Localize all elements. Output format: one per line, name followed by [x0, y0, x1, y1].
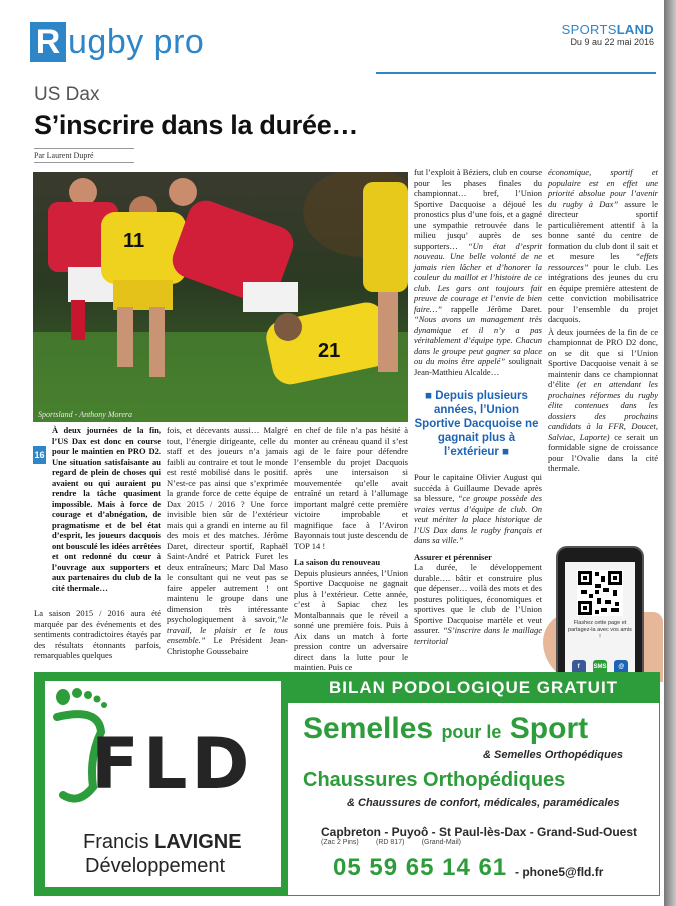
column-1-body: [34, 608, 161, 661]
location-note: (Zac 2 Pins): [321, 839, 359, 846]
column-2-text: fois, et décevants aussi… Malgré tout, l’énergie dirigeante, celle du staff et des joueurs n’a jamais faibli au contraire et tout le monde est resté mobilisé dans le positif. N’est-ce pas ainsi que s’exprimée la grande force de cette équipe de Dax 2015 / 2016 ? Une force invisible bien sûr de l’extérieur mais qui a grandi en interne au fil des mois et des matches. Jérôme Daret, directeur sportif, Raphaël Saint-André et Patrick Furet les deux entraîneurs; Marc Dal Maso le consultant qui ne veut pas se faire appeler autrement ! ont maintenu le groupe dans une dimension très intéressante psychologiquement à savoir,: [167, 425, 288, 624]
brand-part-2: LAND: [616, 22, 654, 37]
column-5-text-d: ce serait un formidable signe de croissance pour l’Ovalie dans la cité thermale.: [548, 431, 658, 473]
phone-number: 05 59 65 14 61: [333, 854, 508, 881]
article-lede: À deux journées de la fin, l’US Dax est donc en course pour le maintien en PRO D2. Une situation satisfaisante au regard de plein de choses qui avaient ou qui auraient pu rendre la tâche quasiment impossible. Mais à force de courage et d’abnégation, de pragmatisme et de bel état d’esprit, les joueurs dacquois ont bousculé les idées arrêtées et ont redonné du cœur à l’ouvrage aux supporters et aux partenaires du club de la cité thermale…: [52, 425, 161, 593]
column-4: [414, 167, 542, 377]
mail-icon[interactable]: @: [614, 660, 628, 674]
page-edge-shadow: [664, 0, 676, 906]
column-2-quote: “le travail, le plaisir et le tous ensemble.”: [167, 614, 288, 645]
subhead-perenniser: Assurer et pérenniser: [414, 551, 492, 562]
article-title: S’inscrire dans la durée…: [34, 110, 359, 140]
pull-quote: ■ Depuis plusieurs années, l’Union Sportive Dacquoise ne gagnait plus à l’extérieur ■: [414, 390, 539, 458]
svg-text:11: 11: [123, 230, 145, 252]
column-3-paragraph-1: en chef de file n’a pas hésité à monter au créneau quand il s’est agi de le faire pour défendre l’ensemble du projet Dacquois après une intersaison si mouvementée qu’elle avait entraîné un retard à l’allumage important malgré cette première victoire improbable et magnifique face à l’Aviron Bayonnais tout juste descendu de TOP 14 !: [294, 425, 408, 551]
owner-first-name: Francis: [83, 831, 149, 853]
semelles-headline: [303, 713, 588, 748]
facebook-icon[interactable]: f: [572, 660, 586, 674]
column-5-text-b: pour le club. Les intégrations des jeunes du cru en équipe première attestent de cette conviction mobilisatrice pour l’ensemble du projet dacquois.: [548, 261, 658, 324]
semelles-word: Semelles: [303, 712, 434, 745]
store-location-notes: [321, 839, 461, 846]
column-2-ending: Le Président Jean-Christophe Goussebaire: [167, 635, 288, 656]
issue-date: Du 9 au 22 mai 2016: [570, 37, 654, 47]
column-4-lower: [414, 472, 542, 646]
qr-scan-text: Flashez cette page et partagez-la avec vos amis !: [568, 620, 632, 640]
column-5-text-c: À deux journées de la fin de ce championnat de PRO D2 donc, on se dit que si l’Union Sportive Dacquoise venait à se maintenir dans ce championnat d’élite: [548, 326, 658, 389]
column-3-paragraph-2: Depuis plusieurs années, l’Union Sportive Dacquoise ne gagnait plus à l’extérieur. Cette année, c’est à Sapiac chez les Montalbannais que le réveil a sonné une première fois. Puis à Aix dans un match à forte pression contre un adversaire direct dans la lutte pour le maintien. Puis ce: [294, 567, 408, 672]
fld-brand: FLD: [91, 723, 254, 805]
owner-last-name: LAVIGNE: [154, 831, 242, 853]
store-locations: Capbreton - Puyoô - St Paul-lès-Dax - Grand-Sud-Ouest: [321, 825, 638, 839]
brand-part-1: SPORTS: [561, 22, 617, 37]
location-note: (Grand-Mail): [421, 839, 461, 846]
rugby-pro-logo: [30, 22, 204, 62]
owner-line-2: Développement: [85, 855, 226, 877]
page-number: 16: [33, 446, 46, 464]
column-1-paragraph: La saison 2015 / 2016 aura été marquée par des événements et des sentiments contradictoires étayés par des résultats étonnants parfois, remarquables quelques: [34, 608, 161, 660]
column-4-quote-1: “Un état d’esprit nouveau. Une belle volonté de ne jamais rien lâcher et d’honorer la couleur du maillot et l’histoire de ce club. Les gars ont toujours fait preuve de courage et l’envie de bien faire…”: [414, 240, 542, 314]
phone-screen: [565, 562, 635, 680]
column-5-quote-3: (et en attendant les prochaines réformes du rugby élite contenues dans les dossiers des prochains candidats à la FFR, Doucet, Salviac, Laporte): [548, 379, 658, 442]
sportsland-brand: [562, 22, 654, 37]
ad-green-frame: [35, 673, 288, 895]
rugby-match-photo: [33, 172, 408, 422]
column-4-text-b: rappelle Jérôme Daret.: [442, 303, 542, 314]
sportsland-masthead: [562, 22, 654, 47]
chaussures-subline: & Chaussures de confort, médicales, paramédicales: [347, 797, 620, 809]
header-rule: [376, 72, 656, 74]
fld-logo-panel: [45, 681, 281, 887]
column-4-quote-3: “ce groupe possède des vraies vertus d’équipe de club. On veut mériter la place historique de l’US Dax dans le rugby français et dans sa ville.”: [414, 493, 543, 545]
subhead-renouveau: La saison du renouveau: [294, 557, 381, 567]
column-4-text-d: Pour le capitaine Olivier August qui succéda à Guillaume Devade après sa blessure,: [414, 472, 542, 503]
semelles-subline: & Semelles Orthopédiques: [483, 749, 623, 761]
sport-word: Sport: [509, 712, 589, 745]
column-2: [167, 425, 288, 656]
email-address: - phone5@fld.fr: [515, 865, 604, 879]
photo-credit: Sportsland - Anthony Morera: [38, 410, 132, 419]
column-4-quote-2: “Nous avons un management très dynamique et il n’y a pas véritablement d’équipe type. Chacun dans le groupe peut gagner sa place ou du moins être appelé”: [414, 314, 542, 366]
column-5-quote-2: “effets ressources”: [548, 251, 658, 272]
svg-text:21: 21: [318, 340, 341, 362]
column-4-text-a: fut l’exploit à Béziers, club en course pour les phases finales du championnat… bref, l’Union Sportive Dacquoise a déjoué les pronostics plus d’une fois, et a gagné une sympathie retrouvée dans le milieu jusqu’ auprès de ses supporters…: [414, 167, 542, 251]
qr-code[interactable]: [577, 570, 623, 616]
column-4-text-e: La durée, le développement durable…. bâtir et construire plus que dépenser… voilà des mots et des postures politiques, économiques et sportives que le club de l’Union Sportive Dacquoise martèle et veut assurer.: [414, 562, 542, 635]
pour-le-words: pour le: [441, 722, 502, 742]
fld-advertisement: [34, 672, 660, 896]
ad-banner: BILAN PODOLOGIQUE GRATUIT: [288, 673, 659, 703]
column-3: [294, 425, 408, 673]
column-5-text-a: assure le directeur sportif particulièrement attentif à la bonne santé du centre de formation du club dont il sait et et mesure les: [548, 198, 658, 261]
qr-code-icon: [577, 570, 623, 616]
logo-initial: R: [30, 22, 66, 62]
logo-text: ugby pro: [68, 23, 205, 61]
column-4-quote-4: “S’inscrire dans le maillage territorial: [414, 625, 542, 646]
column-1: [52, 425, 161, 593]
column-5-quote-1: économique, sportif et populaire est en effet une priorité absolue pour l’avenir du rugby à Dax”: [548, 167, 658, 209]
column-5: [548, 167, 658, 474]
column-4-text-c: soulignait Jean-Matthieu Alcalde…: [414, 356, 542, 377]
chaussures-headline: Chaussures Orthopédiques: [303, 769, 566, 791]
byline: Par Laurent Dupré: [34, 148, 134, 163]
location-note: (RD 817): [376, 839, 405, 846]
sms-icon[interactable]: SMS: [593, 660, 607, 674]
rugby-photo-illustration: [33, 172, 408, 422]
section-label: US Dax: [34, 84, 100, 105]
owner-name: [83, 831, 242, 853]
